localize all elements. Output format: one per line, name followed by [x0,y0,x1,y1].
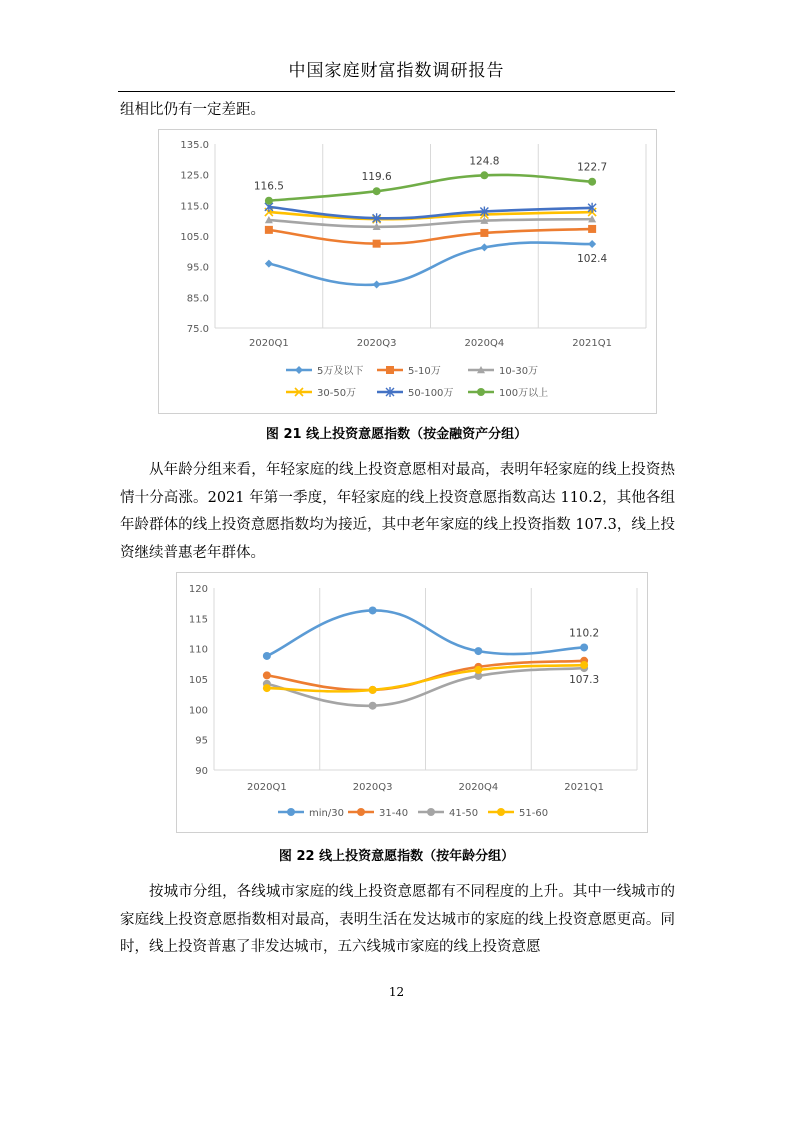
chart-financial-assets-svg [159,130,656,413]
page-header-title: 中国家庭财富指数调研报告 [288,61,505,81]
legend-entry [377,387,453,399]
data-point [373,280,381,288]
x-tick-label: 2020Q4 [458,782,499,793]
data-point [580,661,588,669]
x-tick-label: 2020Q3 [352,782,393,793]
legend-entry [468,386,548,399]
legend-label: 10-30万 [499,366,539,377]
legend-label: 30-50万 [317,388,357,399]
data-point [480,243,488,251]
legend-entry [468,365,538,377]
y-tick-label: 115.0 [180,201,209,213]
legend-label: 31-40 [379,808,409,819]
paragraph-continuation: 组相比仍有一定差距。 [120,102,265,118]
legend-entry [278,808,344,819]
legend-marker [357,808,365,816]
header-rule [118,91,675,92]
legend-marker [497,808,505,816]
legend-entry [488,808,548,819]
y-tick-label: 120 [188,584,208,595]
legend-entry [348,808,408,819]
y-tick-label: 125.0 [180,170,209,182]
legend-label: 100万以上 [499,388,549,399]
data-point [265,226,273,234]
legend-marker [386,366,394,374]
y-tick-label: 100 [188,705,208,717]
x-tick-label: 2020Q1 [247,782,287,793]
legend-entry [286,365,363,377]
chart-age-groups-svg [177,573,647,832]
legend-label: 41-50 [449,808,479,819]
legend-entry [286,387,356,399]
y-tick-label: 105 [188,675,208,686]
x-tick-label: 2021Q1 [564,782,604,793]
legend-entry [418,808,478,819]
data-label: 107.3 [569,674,600,687]
data-point [263,652,271,660]
data-label: 116.5 [253,180,284,193]
y-tick-label: 95 [195,735,208,747]
page-number: 12 [388,985,405,999]
data-label: 110.2 [569,627,600,640]
data-point [263,684,271,692]
x-tick-label: 2021Q1 [572,338,612,349]
x-tick-label: 2020Q3 [356,338,397,349]
y-tick-label: 115 [188,614,208,626]
data-label: 102.4 [577,252,608,265]
data-point [369,686,377,694]
legend-marker [287,808,295,816]
figure-21-caption: 图 21 线上投资意愿指数（按金融资产分组） [265,427,528,442]
data-point [369,606,377,614]
legend-label: 5万及以下 [317,366,364,377]
y-tick-label: 110 [188,644,208,656]
legend-marker [427,808,435,816]
chart-age-groups [176,572,648,833]
y-tick-label: 75.0 [186,324,209,335]
data-point [373,187,381,195]
data-label: 124.8 [469,155,500,168]
paragraph-city-analysis: 按城市分组，各线城市家庭的线上投资意愿都有不同程度的上升。其中一线城市的家庭线上投资意愿指数相对最高，表明生活在发达城市的家庭的线上投资意愿更高。同时，线上投资普惠了非发达城市，五六线城市家庭的线上投资意愿 [120,884,675,955]
data-point [588,225,596,233]
legend-entry [377,365,441,377]
y-tick-label: 85.0 [186,293,209,305]
data-point [480,171,488,179]
chart-financial-assets [158,129,657,414]
x-tick-label: 2020Q1 [249,338,289,349]
y-tick-label: 105.0 [180,232,209,243]
data-point [263,671,271,679]
legend-label: 50-100万 [408,388,454,399]
legend-label: min/30 [309,808,344,819]
data-label: 119.6 [361,171,392,184]
data-point [580,643,588,651]
data-point [588,240,596,248]
legend-label: 51-60 [519,808,549,819]
y-tick-label: 135.0 [180,140,209,151]
data-label: 122.7 [577,161,608,174]
data-point [474,666,482,674]
data-point [480,229,488,237]
figure-22-caption: 图 22 线上投资意愿指数（按年龄分组） [278,849,515,864]
data-point [474,647,482,655]
data-point [369,702,377,710]
y-tick-label: 95.0 [186,262,209,274]
data-point [373,240,381,248]
y-tick-label: 90 [195,766,208,777]
legend-marker [477,388,485,396]
x-tick-label: 2020Q4 [464,338,505,349]
legend-label: 5-10万 [408,366,441,377]
data-point [265,197,273,205]
paragraph-age-analysis: 从年龄分组来看，年轻家庭的线上投资意愿相对最高，表明年轻家庭的线上投资热情十分高涨。2021 年第一季度，年轻家庭的线上投资意愿指数高达 110.2，其他各组年龄群体的线上投资意愿指数均为接近，其中老年家庭的线上投资指数 107.3，线上投资继续普惠老年群体。 [120,462,675,561]
data-point [588,178,596,186]
data-point [265,260,273,268]
legend-marker [295,366,303,374]
